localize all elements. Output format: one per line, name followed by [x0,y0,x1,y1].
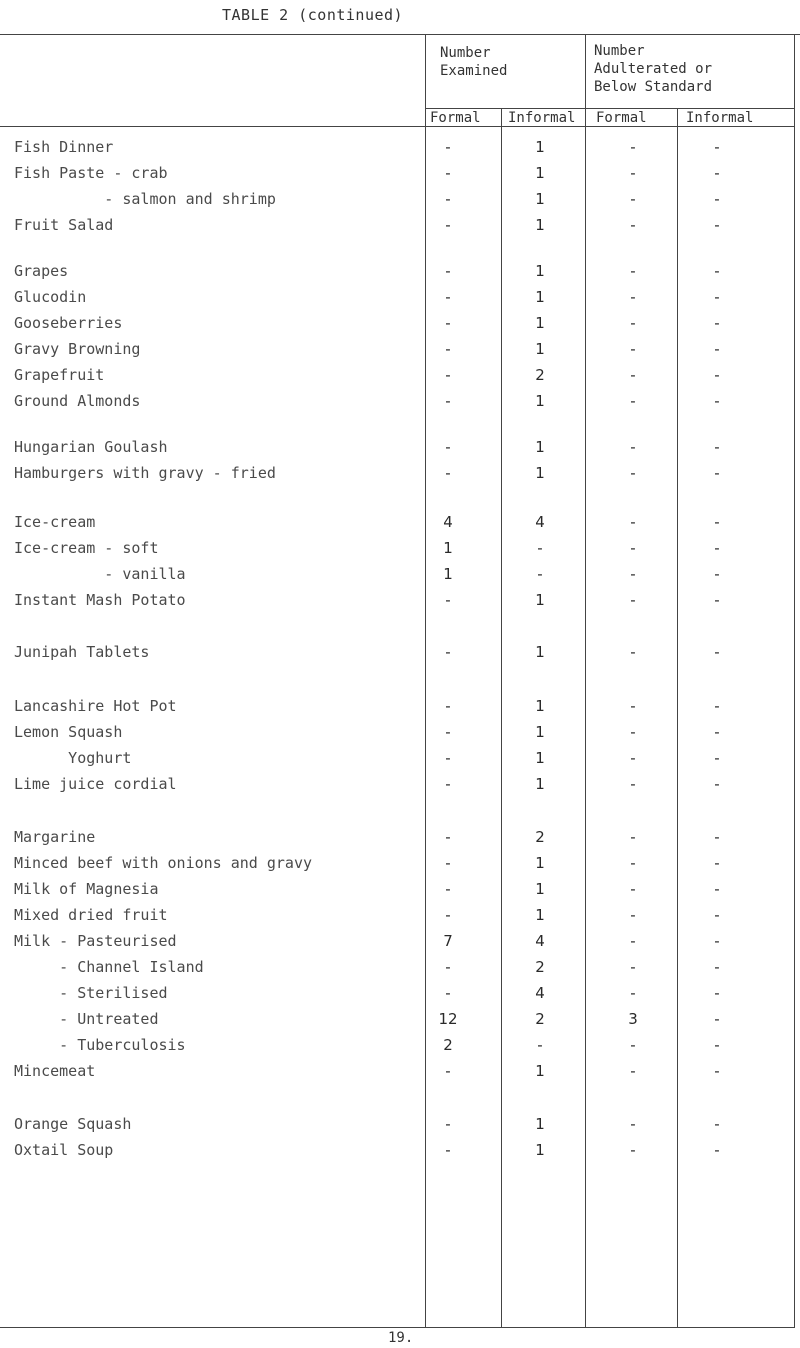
cell-informal-examined: 1 [535,697,545,715]
table-row [0,288,800,314]
cell-formal-examined: - [445,288,451,306]
cell-formal-adulterated: - [630,262,636,280]
cell-formal-adulterated: - [630,164,636,182]
cell-formal-adulterated: - [630,190,636,208]
header-examined-line-1: Number [440,45,491,61]
cell-formal-adulterated: - [630,539,636,557]
cell-informal-examined: 1 [535,723,545,741]
cell-informal-adulterated: - [714,591,720,609]
cell-formal-adulterated: - [630,366,636,384]
cell-informal-examined: 1 [535,138,545,156]
cell-informal-examined: 2 [535,958,545,976]
cell-informal-adulterated: - [714,775,720,793]
row-label: - salmon and shrimp [14,190,276,208]
cell-informal-examined: 1 [535,775,545,793]
cell-formal-adulterated: - [630,138,636,156]
subheader-formal-adulterated: Formal [596,110,647,126]
row-label: Margarine [14,828,96,846]
cell-informal-examined: 1 [535,262,545,280]
cell-formal-adulterated: - [630,340,636,358]
cell-informal-adulterated: - [714,932,720,950]
cell-formal-adulterated: - [630,1141,636,1159]
table-row [0,1115,800,1141]
subheader-formal-examined: Formal [430,110,481,126]
header-adulterated-line-3: Below Standard [594,79,713,95]
cell-informal-adulterated: - [714,1062,720,1080]
cell-formal-examined: - [445,591,451,609]
row-label: Hamburgers with gravy - fried [14,464,276,482]
cell-formal-examined: - [445,216,451,234]
cell-formal-adulterated: - [630,513,636,531]
cell-informal-adulterated: - [714,464,720,482]
cell-informal-adulterated: - [714,749,720,767]
cell-informal-adulterated: - [714,164,720,182]
cell-informal-adulterated: - [714,1010,720,1028]
cell-informal-adulterated: - [714,643,720,661]
table-row [0,216,800,242]
row-label: Fish Dinner [14,138,114,156]
cell-informal-examined: - [537,565,543,583]
row-label: Instant Mash Potato [14,591,186,609]
table-row [0,643,800,669]
cell-formal-examined: - [445,366,451,384]
cell-formal-examined: - [445,314,451,332]
cell-informal-adulterated: - [714,565,720,583]
cell-formal-adulterated: - [630,958,636,976]
cell-formal-examined: - [445,723,451,741]
cell-informal-adulterated: - [714,854,720,872]
header-adulterated-line-1: Number [594,43,645,59]
cell-formal-adulterated: - [630,216,636,234]
row-label: Minced beef with onions and gravy [14,854,313,872]
table-row [0,262,800,288]
cell-formal-examined: - [445,340,451,358]
cell-informal-adulterated: - [714,262,720,280]
table-row [0,1062,800,1088]
table-row [0,366,800,392]
cell-informal-examined: 2 [535,366,545,384]
cell-informal-examined: 1 [535,164,545,182]
cell-formal-examined: 7 [443,932,453,950]
cell-informal-examined: 1 [535,880,545,898]
cell-informal-examined: - [537,539,543,557]
cell-formal-adulterated: - [630,288,636,306]
row-label: Grapefruit [14,366,105,384]
row-label: Grapes [14,262,69,280]
cell-informal-adulterated: - [714,958,720,976]
subheader-informal-adulterated: Informal [686,110,754,126]
table-row [0,880,800,906]
cell-formal-examined: 4 [443,513,453,531]
cell-formal-examined: - [445,906,451,924]
row-label: Lime juice cordial [14,775,177,793]
cell-formal-adulterated: - [630,880,636,898]
cell-formal-examined: - [445,1141,451,1159]
table-row [0,906,800,932]
header-examined-line-2: Examined [440,63,508,79]
cell-informal-adulterated: - [714,880,720,898]
cell-formal-examined: - [445,464,451,482]
cell-informal-examined: 1 [535,288,545,306]
page-number: 19. [388,1330,414,1346]
cell-formal-examined: - [445,828,451,846]
cell-informal-examined: 1 [535,216,545,234]
cell-informal-examined: 1 [535,749,545,767]
row-label: Mixed dried fruit [14,906,168,924]
cell-informal-examined: 1 [535,392,545,410]
table-row [0,138,800,164]
cell-formal-examined: - [445,262,451,280]
cell-informal-examined: 2 [535,1010,545,1028]
cell-formal-examined: - [445,880,451,898]
row-label: - Tuberculosis [14,1036,186,1054]
table-row [0,190,800,216]
table-row [0,513,800,539]
row-label: Fish Paste - crab [14,164,168,182]
cell-formal-examined: - [445,984,451,1002]
cell-formal-adulterated: - [630,775,636,793]
table-row [0,749,800,775]
row-label: Orange Squash [14,1115,132,1133]
cell-informal-examined: 4 [535,932,545,950]
header-bottom-rule [0,126,795,127]
cell-informal-examined: 1 [535,1062,545,1080]
header-examined [440,44,507,80]
table-row [0,565,800,591]
cell-formal-adulterated: - [630,314,636,332]
row-label: Glucodin [14,288,87,306]
data-table [0,34,800,1329]
cell-informal-adulterated: - [714,723,720,741]
table-row [0,314,800,340]
cell-formal-adulterated: - [630,438,636,456]
cell-informal-adulterated: - [714,539,720,557]
table-row [0,464,800,490]
cell-formal-examined: - [445,958,451,976]
table-row [0,392,800,418]
table-row [0,723,800,749]
table-row [0,958,800,984]
cell-formal-examined: 1 [443,565,453,583]
cell-formal-adulterated: - [630,932,636,950]
cell-informal-adulterated: - [714,697,720,715]
table-row [0,828,800,854]
cell-informal-adulterated: - [714,392,720,410]
row-label: - Untreated [14,1010,159,1028]
row-label: Ice-cream [14,513,96,531]
cell-formal-examined: 1 [443,539,453,557]
table-bottom-rule [0,1327,795,1328]
subheader-informal-examined: Informal [508,110,576,126]
cell-formal-adulterated: - [630,697,636,715]
row-label: Lemon Squash [14,723,123,741]
cell-formal-adulterated: - [630,1036,636,1054]
cell-informal-adulterated: - [714,216,720,234]
table-row [0,164,800,190]
row-label: Ground Almonds [14,392,141,410]
table-row [0,1036,800,1062]
cell-formal-examined: - [445,697,451,715]
table-row [0,984,800,1010]
row-label: Milk of Magnesia [14,880,159,898]
cell-informal-examined: 1 [535,643,545,661]
cell-informal-examined: 1 [535,190,545,208]
row-label: Fruit Salad [14,216,114,234]
cell-informal-adulterated: - [714,288,720,306]
cell-formal-examined: - [445,854,451,872]
cell-informal-adulterated: - [714,984,720,1002]
cell-formal-examined: - [445,392,451,410]
table-row [0,854,800,880]
row-label: Lancashire Hot Pot [14,697,177,715]
cell-informal-examined: 4 [535,513,545,531]
row-label: Milk - Pasteurised [14,932,177,950]
cell-formal-adulterated: - [630,464,636,482]
cell-formal-examined: - [445,1062,451,1080]
cell-informal-adulterated: - [714,138,720,156]
cell-informal-adulterated: - [714,828,720,846]
row-label: Mincemeat [14,1062,96,1080]
header-sub-rule [425,108,795,109]
header-adulterated-line-2: Adulterated or [594,61,713,77]
cell-formal-examined: - [445,438,451,456]
cell-informal-examined: 1 [535,340,545,358]
cell-informal-adulterated: - [714,340,720,358]
cell-formal-adulterated: - [630,1115,636,1133]
table-row [0,775,800,801]
row-label: - vanilla [14,565,186,583]
row-label: Gooseberries [14,314,123,332]
cell-informal-adulterated: - [714,1141,720,1159]
table-caption: TABLE 2 (continued) [222,6,404,24]
cell-formal-adulterated: - [630,906,636,924]
table-row [0,539,800,565]
cell-informal-examined: 1 [535,314,545,332]
cell-formal-examined: - [445,190,451,208]
cell-informal-examined: 1 [535,591,545,609]
table-top-rule [0,34,800,35]
table-row [0,932,800,958]
cell-informal-examined: 1 [535,1115,545,1133]
cell-formal-examined: - [445,164,451,182]
table-row [0,438,800,464]
row-label: - Channel Island [14,958,204,976]
cell-formal-adulterated: - [630,1062,636,1080]
row-label: Ice-cream - soft [14,539,159,557]
cell-informal-adulterated: - [714,1115,720,1133]
cell-formal-adulterated: - [630,854,636,872]
row-label: - Sterilised [14,984,168,1002]
cell-informal-examined: 1 [535,1141,545,1159]
cell-informal-examined: 1 [535,438,545,456]
cell-formal-adulterated: - [630,749,636,767]
cell-informal-adulterated: - [714,513,720,531]
cell-informal-examined: 1 [535,906,545,924]
table-row [0,340,800,366]
row-label: Oxtail Soup [14,1141,114,1159]
cell-formal-adulterated: - [630,643,636,661]
cell-informal-adulterated: - [714,366,720,384]
table-row [0,1010,800,1036]
table-row [0,1141,800,1167]
cell-formal-adulterated: - [630,591,636,609]
cell-formal-examined: - [445,749,451,767]
cell-formal-adulterated: - [630,828,636,846]
cell-formal-adulterated: - [630,723,636,741]
cell-informal-examined: 1 [535,464,545,482]
cell-formal-examined: - [445,1115,451,1133]
cell-formal-examined: 2 [443,1036,453,1054]
header-adulterated [594,42,712,96]
cell-informal-adulterated: - [714,1036,720,1054]
cell-formal-adulterated: 3 [628,1010,638,1028]
cell-informal-examined: 2 [535,828,545,846]
row-label: Junipah Tablets [14,643,150,661]
cell-informal-examined: 4 [535,984,545,1002]
cell-formal-examined: - [445,775,451,793]
cell-formal-examined: - [445,138,451,156]
cell-formal-adulterated: - [630,392,636,410]
cell-informal-adulterated: - [714,190,720,208]
table-row [0,697,800,723]
cell-informal-examined: - [537,1036,543,1054]
row-label: Gravy Browning [14,340,141,358]
cell-formal-adulterated: - [630,984,636,1002]
row-label: Yoghurt [14,749,132,767]
cell-informal-adulterated: - [714,438,720,456]
table-row [0,591,800,617]
cell-informal-adulterated: - [714,314,720,332]
cell-formal-adulterated: - [630,565,636,583]
cell-informal-adulterated: - [714,906,720,924]
cell-formal-examined: 12 [438,1010,458,1028]
row-label: Hungarian Goulash [14,438,168,456]
cell-informal-examined: 1 [535,854,545,872]
cell-formal-examined: - [445,643,451,661]
